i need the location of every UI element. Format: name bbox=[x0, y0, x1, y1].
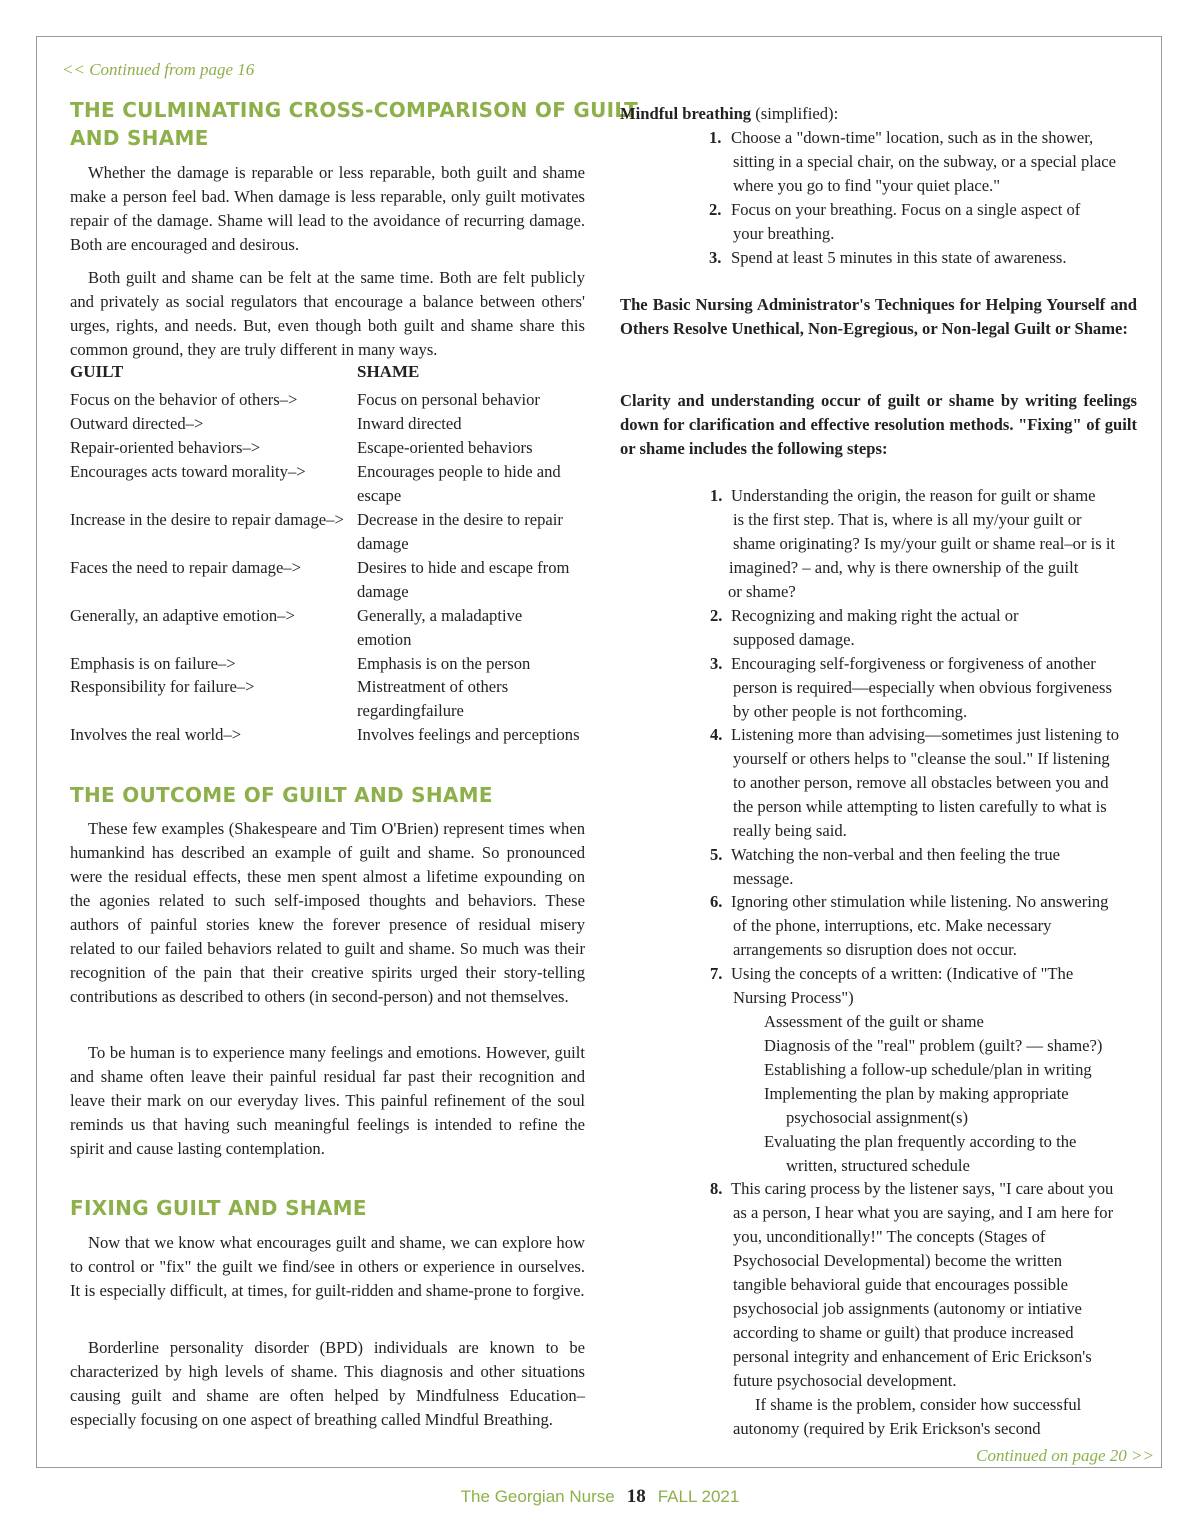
list-line: future psychosocial development. bbox=[733, 1371, 957, 1390]
guilt-cell: Emphasis is on failure–> bbox=[70, 654, 236, 673]
continued-from[interactable]: << Continued from page 16 bbox=[62, 60, 255, 79]
list-item bbox=[731, 604, 1141, 652]
list-line: yourself or others helps to "cleanse the soul." If listening bbox=[733, 749, 1110, 768]
guilt-cell: Focus on the behavior of others–> bbox=[70, 390, 298, 409]
shame-cell: Mistreatment of others regardingfailure bbox=[357, 677, 509, 720]
list-number: 1. bbox=[709, 128, 722, 147]
techniques-heading: The Basic Nursing Administrator's Techniques for Helping Yourself and Others Resolve Unethical, Non-Egregious, or Non-legal Guilt or Shame: bbox=[620, 295, 1137, 338]
list-line: sitting in a special chair, on the subway, or a special place bbox=[733, 152, 1117, 171]
list-line: autonomy (required by Erik Erickson's second bbox=[733, 1419, 1041, 1438]
list-line: Recognizing and making right the actual or bbox=[731, 606, 1019, 625]
paragraph: Now that we know what encourages guilt and shame, we can explore how to control or "fix" the guilt we find/see in others or experience in ourselves. It is especially difficult, at times, for guilt-ridden and shame-prone to forgive. bbox=[70, 1233, 585, 1300]
guilt-cell: Involves the real world–> bbox=[70, 725, 242, 744]
guilt-cell: Responsibility for failure–> bbox=[70, 677, 255, 696]
continued-on[interactable]: Continued on page 20 >> bbox=[976, 1446, 1154, 1465]
list-item bbox=[731, 723, 1146, 843]
list-line: to another person, remove all obstacles between you and bbox=[733, 773, 1109, 792]
shame-cell: Emphasis is on the person bbox=[357, 654, 531, 673]
list-item bbox=[731, 126, 1141, 198]
list-item bbox=[731, 652, 1141, 724]
list-line: Choose a "down-time" location, such as in the shower, bbox=[731, 128, 1094, 147]
page-footer bbox=[0, 1486, 1200, 1508]
sub-step: Diagnosis of the "real" problem (guilt? — shame?) bbox=[764, 1036, 1103, 1055]
list-line: shame originating? Is my/your guilt or shame real–or is it bbox=[733, 534, 1116, 553]
list-number: 2. bbox=[710, 606, 723, 625]
list-item bbox=[731, 890, 1141, 962]
list-number: 1. bbox=[710, 486, 723, 505]
list-number: 7. bbox=[710, 964, 723, 983]
guilt-cell: Faces the need to repair damage–> bbox=[70, 558, 301, 577]
list-item bbox=[731, 246, 1141, 270]
shame-cell: Encourages people to hide and escape bbox=[357, 462, 561, 505]
paragraph: To be human is to experience many feelings and emotions. However, guilt and shame often leave their painful residual far past their recognition and leave their mark on our everyday lives. This painful refinement of the soul reminds us that having such meaningful feelings is intended to refine the spirit and cause lasting contemplation. bbox=[70, 1043, 585, 1158]
section-heading-outcome: THE OUTCOME OF GUILT AND SHAME bbox=[70, 783, 493, 807]
list-line: as a person, I hear what you are saying, and I am here for bbox=[733, 1203, 1114, 1222]
guilt-cell: Repair-oriented behaviors–> bbox=[70, 438, 261, 457]
list-number: 6. bbox=[710, 892, 723, 911]
guilt-cell: Generally, an adaptive emotion–> bbox=[70, 606, 295, 625]
mindful-breathing-title bbox=[620, 102, 838, 126]
mindful-title-rest: (simplified): bbox=[751, 104, 839, 123]
list-number: 8. bbox=[710, 1179, 723, 1198]
list-number: 2. bbox=[709, 200, 722, 219]
guilt-cell: Increase in the desire to repair damage–> bbox=[70, 510, 344, 529]
guilt-cell: Encourages acts toward morality–> bbox=[70, 462, 306, 481]
list-item bbox=[731, 962, 1141, 1178]
list-item bbox=[731, 198, 1141, 246]
shame-cell: Focus on personal behavior bbox=[357, 390, 540, 409]
list-line: Using the concepts of a written: (Indicative of "The bbox=[731, 964, 1074, 983]
list-item bbox=[731, 1177, 1146, 1441]
page-number: 18 bbox=[626, 1486, 646, 1507]
list-line: Understanding the origin, the reason for guilt or shame bbox=[731, 486, 1096, 505]
shame-cell: Escape-oriented behaviors bbox=[357, 438, 533, 457]
shame-cell: Desires to hide and escape from damage bbox=[357, 558, 570, 601]
sub-step: Implementing the plan by making appropriate bbox=[764, 1084, 1069, 1103]
list-line: Ignoring other stimulation while listening. No answering bbox=[731, 892, 1109, 911]
shame-cell: Generally, a maladaptive emotion bbox=[357, 606, 523, 649]
list-line: where you go to find "your quiet place." bbox=[733, 176, 1000, 195]
list-line: of the phone, interruptions, etc. Make necessary bbox=[733, 916, 1052, 935]
list-number: 3. bbox=[710, 654, 723, 673]
list-line: tangible behavioral guide that encourages possible bbox=[733, 1275, 1068, 1294]
sub-step: Assessment of the guilt or shame bbox=[764, 1012, 984, 1031]
list-line: imagined? – and, why is there ownership of the guilt bbox=[729, 558, 1079, 577]
list-line: Spend at least 5 minutes in this state of awareness. bbox=[731, 248, 1067, 267]
list-line: is the first step. That is, where is all my/your guilt or bbox=[733, 510, 1082, 529]
list-line: Nursing Process") bbox=[733, 988, 854, 1007]
paragraph: Whether the damage is reparable or less reparable, both guilt and shame make a person feel bad. When damage is less reparable, only guilt motivates repair of the damage. Shame will lead to the avoidance of recurring damage. Both are encouraged and desirous. bbox=[70, 163, 585, 254]
paragraph: Borderline personality disorder (BPD) individuals are known to be characterized by high levels of shame. This diagnosis and other situations causing guilt and shame are often helped by Mindfulness Education–especially focusing on one aspect of breathing called Mindful Breathing. bbox=[70, 1338, 585, 1429]
list-line: This caring process by the listener says, "I care about you bbox=[731, 1179, 1114, 1198]
list-number: 4. bbox=[710, 725, 723, 744]
publication-name: The Georgian Nurse bbox=[460, 1487, 615, 1506]
list-line: Watching the non-verbal and then feeling the true bbox=[731, 845, 1061, 864]
list-line: supposed damage. bbox=[733, 630, 855, 649]
section-heading-fixing: FIXING GUILT AND SHAME bbox=[70, 1196, 367, 1220]
list-line: arrangements so disruption does not occur. bbox=[733, 940, 1017, 959]
list-line: by other people is not forthcoming. bbox=[733, 702, 968, 721]
list-number: 5. bbox=[710, 845, 723, 864]
issue-label: FALL 2021 bbox=[657, 1487, 740, 1506]
shame-header: SHAME bbox=[357, 362, 420, 381]
heading-line: AND SHAME bbox=[70, 126, 209, 150]
mindful-title-bold: Mindful breathing bbox=[620, 104, 752, 123]
list-line: message. bbox=[733, 869, 794, 888]
list-line: If shame is the problem, consider how successful bbox=[755, 1395, 1082, 1414]
shame-cell: Involves feelings and perceptions bbox=[357, 725, 580, 744]
list-line: according to shame or guilt) that produce increased bbox=[733, 1323, 1074, 1342]
guilt-header: GUILT bbox=[70, 362, 124, 381]
heading-line: THE CULMINATING CROSS-COMPARISON OF GUILT bbox=[70, 98, 639, 122]
sub-step: written, structured schedule bbox=[786, 1156, 970, 1175]
sub-step: psychosocial assignment(s) bbox=[786, 1108, 969, 1127]
list-item bbox=[728, 484, 1141, 604]
list-line: personal integrity and enhancement of Eric Erickson's bbox=[733, 1347, 1092, 1366]
sub-step: Evaluating the plan frequently according to the bbox=[764, 1132, 1077, 1151]
guilt-cell: Outward directed–> bbox=[70, 414, 204, 433]
list-line: or shame? bbox=[728, 582, 796, 601]
paragraph: Both guilt and shame can be felt at the same time. Both are felt publicly and privately as social regulators that encourage a balance between others' urges, rights, and needs. But, even though both guilt and shame share this common ground, they are truly different in many ways. bbox=[70, 268, 585, 359]
list-line: your breathing. bbox=[733, 224, 835, 243]
list-line: the person while attempting to listen carefully to what is bbox=[733, 797, 1107, 816]
list-number: 3. bbox=[709, 248, 722, 267]
list-line: Listening more than advising—sometimes just listening to bbox=[731, 725, 1120, 744]
list-line: Encouraging self-forgiveness or forgiveness of another bbox=[731, 654, 1096, 673]
clarity-heading: Clarity and understanding occur of guilt or shame by writing feelings down for clarification and effective resolution methods. "Fixing" of guilt or shame includes the following steps: bbox=[620, 391, 1137, 458]
list-line: psychosocial job assignments (autonomy or intiative bbox=[733, 1299, 1082, 1318]
list-line: Psychosocial Developmental) become the written bbox=[733, 1251, 1063, 1270]
list-line: you, unconditionally!" The concepts (Stages of bbox=[733, 1227, 1046, 1246]
list-line: really being said. bbox=[733, 821, 847, 840]
paragraph: These few examples (Shakespeare and Tim O'Brien) represent times when humankind has described an example of guilt and shame. So pronounced were the residual effects, these men spent almost a lifetime expounding on the agonies related to such self-imposed thoughts and behaviors. These authors of painful stories knew the forever presence of residual misery related to our failed behaviors related to guilt and shame. So much was their recognition of the pain that their creative spirits urged their story-telling contributions as described to others (in second-person) and not themselves. bbox=[70, 819, 585, 1006]
shame-cell: Decrease in the desire to repair damage bbox=[357, 510, 563, 553]
section-heading-cross-comparison bbox=[70, 96, 638, 152]
list-line: person is required—especially when obvious forgiveness bbox=[733, 678, 1112, 697]
shame-cell: Inward directed bbox=[357, 414, 462, 433]
list-item bbox=[731, 843, 1141, 891]
list-line: Focus on your breathing. Focus on a single aspect of bbox=[731, 200, 1081, 219]
sub-step: Establishing a follow-up schedule/plan in writing bbox=[764, 1060, 1092, 1079]
